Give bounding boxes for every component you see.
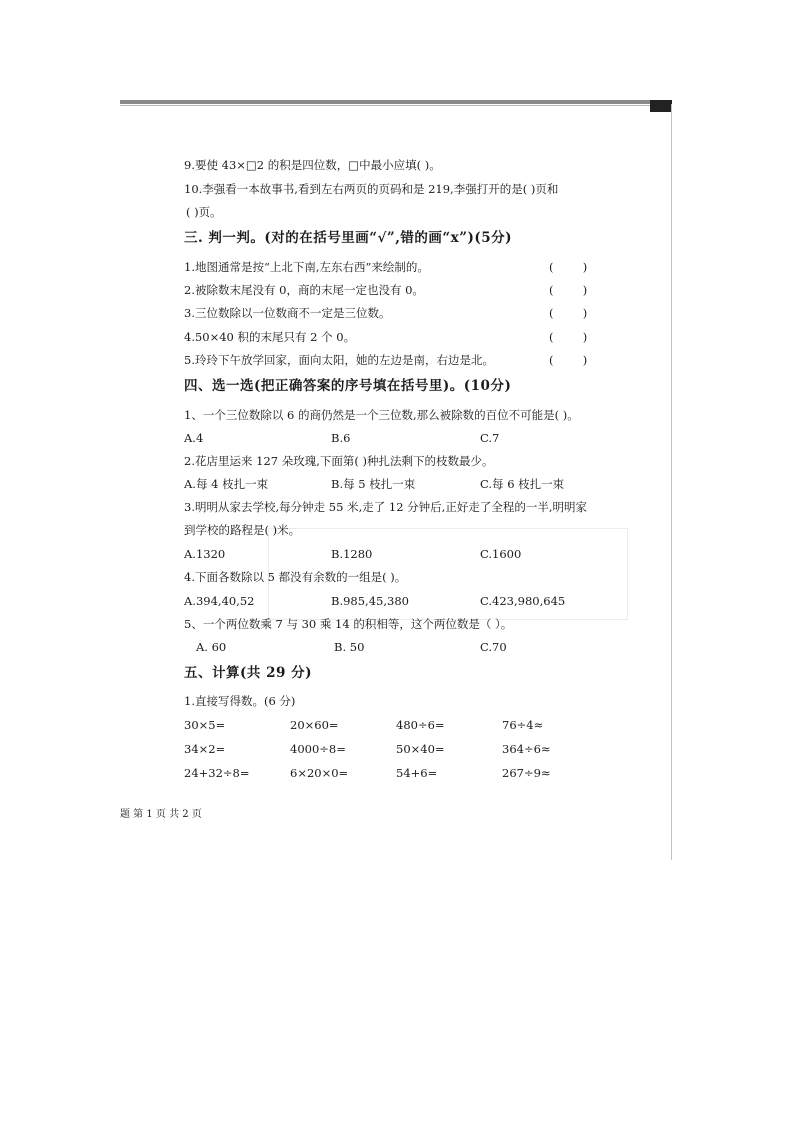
section-5-title: 五、计算(共 29 分) (184, 665, 312, 681)
judge-item-5: 5.玲玲下午放学回家，面向太阳，她的左边是南，右边是北。 (184, 353, 494, 367)
choice-1-option-b: B.6 (331, 431, 351, 445)
corner-mark (650, 100, 672, 112)
choice-question-5: 5、一个两位数乘 7 与 30 乘 14 的积相等，这个两位数是（ ）。 (184, 617, 513, 631)
choice-question-3-line1: 3.明明从家去学校,每分钟走 55 米,走了 12 分钟后,正好走了全程的一半,明明家 (184, 500, 587, 514)
choice-5-option-c: C.70 (480, 640, 507, 654)
question-9: 9.要使 43×□2 的积是四位数，□中最小应填( )。 (184, 158, 441, 172)
judge-answer-4: ( ) (549, 330, 588, 344)
choice-5-option-b: B. 50 (334, 640, 365, 654)
choice-1-option-a: A.4 (184, 431, 204, 445)
calc-cell: 480÷6= (396, 718, 445, 732)
choice-4-option-c: C.423,980,645 (480, 594, 566, 608)
right-edge-line (671, 104, 672, 860)
choice-2-option-c: C.每 6 枝扎一束 (480, 477, 565, 491)
choice-question-3-line2: 到学校的路程是( )米。 (184, 523, 301, 537)
question-10-line2: ( )页。 (186, 205, 222, 219)
calc-cell: 76÷4≈ (502, 718, 544, 732)
page-footer: 题 第 1 页 共 2 页 (120, 809, 202, 820)
section-5-subtitle: 1.直接写得数。(6 分) (184, 694, 296, 708)
judge-item-2: 2.被除数末尾没有 0，商的末尾一定也没有 0。 (184, 283, 424, 297)
choice-4-option-b: B.985,45,380 (331, 594, 409, 608)
top-border-line (120, 100, 672, 104)
calc-cell: 4000÷8= (290, 742, 346, 756)
calc-cell: 6×20×0= (290, 766, 349, 780)
choice-3-option-a: A.1320 (184, 547, 226, 561)
calc-cell: 20×60= (290, 718, 339, 732)
calc-cell: 30×5= (184, 718, 226, 732)
section-4-title: 四、选一选(把正确答案的序号填在括号里)。(10分) (184, 378, 512, 394)
choice-3-option-b: B.1280 (331, 547, 373, 561)
choice-2-option-b: B.每 5 枝扎一束 (331, 477, 416, 491)
judge-item-3: 3.三位数除以一位数商不一定是三位数。 (184, 306, 391, 320)
top-border-thin-line (120, 105, 650, 106)
judge-answer-5: ( ) (549, 353, 588, 367)
question-10-line1: 10.李强看一本故事书,看到左右两页的页码和是 219,李强打开的是( )页和 (184, 182, 559, 196)
calc-cell: 24+32÷8= (184, 766, 250, 780)
choice-4-option-a: A.394,40,52 (184, 594, 255, 608)
judge-answer-3: ( ) (549, 306, 588, 320)
choice-2-option-a: A.每 4 枝扎一束 (184, 477, 269, 491)
choice-1-option-c: C.7 (480, 431, 500, 445)
calc-cell: 34×2= (184, 742, 226, 756)
judge-item-4: 4.50×40 积的末尾只有 2 个 0。 (184, 330, 356, 344)
judge-answer-1: ( ) (549, 260, 588, 274)
choice-question-2: 2.花店里运来 127 朵玫瑰,下面第( )种扎法剩下的枝数最少。 (184, 454, 494, 468)
section-3-title: 三. 判一判。(对的在括号里画“√”,错的画“x”)(5分) (184, 230, 513, 246)
calc-cell: 364÷6≈ (502, 742, 551, 756)
judge-item-1: 1.地图通常是按“上北下南,左东右西”来绘制的。 (184, 260, 429, 274)
choice-3-option-c: C.1600 (480, 547, 522, 561)
choice-5-option-a: A. 60 (196, 640, 227, 654)
choice-question-4: 4.下面各数除以 5 都没有余数的一组是( )。 (184, 570, 407, 584)
calc-cell: 267÷9≈ (502, 766, 551, 780)
choice-question-1: 1、一个三位数除以 6 的商仍然是一个三位数,那么被除数的百位不可能是( )。 (184, 408, 579, 422)
judge-answer-2: ( ) (549, 283, 588, 297)
calc-cell: 50×40= (396, 742, 445, 756)
calc-cell: 54+6= (396, 766, 438, 780)
